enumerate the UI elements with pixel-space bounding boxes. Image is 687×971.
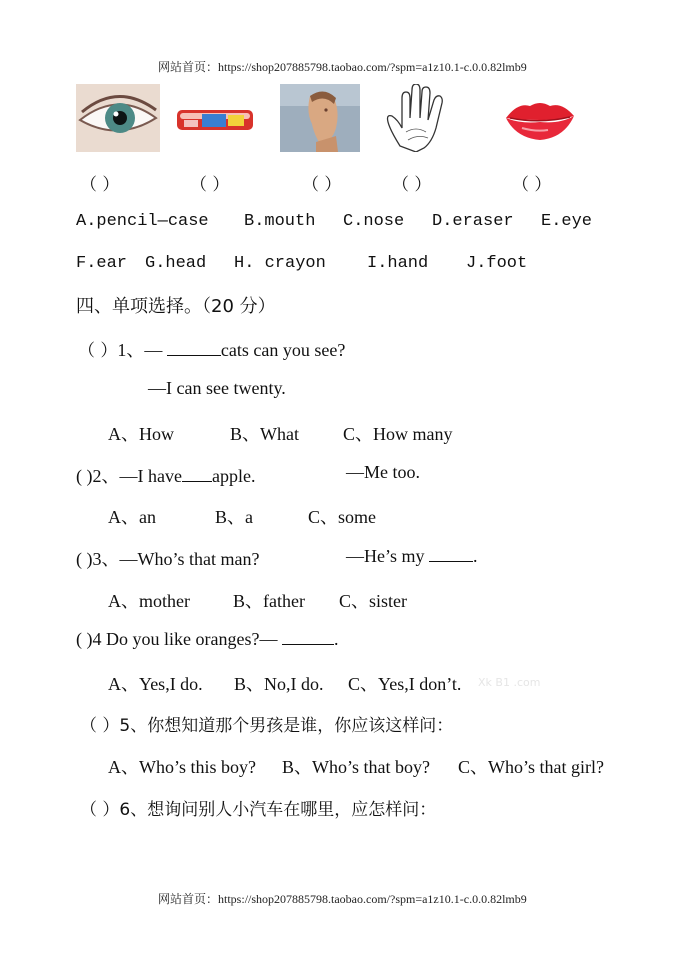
picture-answer-blank-4[interactable]: （ ） [392,175,432,195]
q5-text: 5、你想知道那个男孩是谁，你应该这样问： [119,716,454,736]
q3-option-b: B、father [233,591,305,611]
head-picture [280,84,360,152]
q2-rest: apple. [211,466,256,486]
q2-reply: —Me too. [346,462,420,482]
q2-option-c: C、some [308,507,377,527]
question-2 [76,462,255,488]
q4-lead: 4 Do you like oranges?— [92,629,278,649]
q2-option-b: B、a [215,507,253,527]
q4-option-a: A、Yes,I do. [108,674,203,694]
eye-picture [76,84,160,152]
word-option-c: C.nose [343,212,405,231]
q2-lead: 2、—I have [92,466,182,486]
word-option-h: H. crayon [234,254,326,273]
word-option-f: F.ear [76,254,128,273]
question-5 [80,711,453,736]
picture-answer-blank-2[interactable]: （ ） [190,175,230,195]
page-footer [158,890,527,907]
word-option-d: D.eraser [432,212,514,231]
q4-option-b: B、No,I do. [234,674,324,694]
q5-option-a: A、Who’s this boy? [108,757,256,777]
q3-option-a: A、mother [108,591,190,611]
q3-reply: —He’s my [346,546,425,566]
page-header [158,58,527,75]
q2-fill-blank[interactable] [182,465,212,482]
pencil-case-picture [174,84,256,152]
q4-end: . [333,629,339,649]
q1-fill-blank[interactable] [167,339,221,356]
footer-label: 网站首页： [158,892,219,906]
q1-option-b: B、What [230,424,299,444]
q5-option-b: B、Who’s that boy? [282,757,430,777]
picture-answer-blank-1[interactable]: （ ） [80,175,120,195]
q1-answer-line: —I can see twenty. [148,378,286,398]
q6-answer-blank[interactable]: （ ） [80,800,120,820]
q4-fill-blank[interactable] [282,628,334,645]
q3-fill-blank[interactable] [429,545,473,562]
q4-option-c: C、Yes,I don’t. [348,674,462,694]
q3-reply-line [346,545,478,567]
picture-answer-blank-3[interactable]: （ ） [302,175,342,195]
mouth-picture [500,84,580,152]
q3-option-c: C、sister [339,591,408,611]
question-6 [80,795,436,820]
header-label: 网站首页： [158,60,219,74]
hand-picture [380,84,460,152]
question-4 [76,628,338,650]
picture-answer-blank-5[interactable]: （ ） [512,175,552,195]
word-option-g: G.head [145,254,207,273]
footer-url: https://shop207885798.taobao.com/?spm=a1z10.1-c.0.0.82lmb9 [218,892,527,906]
q1-rest: cats can you see? [220,340,346,360]
word-option-i: I.hand [367,254,429,273]
q3-answer-blank[interactable]: ( ) [76,549,93,569]
q4-answer-blank[interactable]: ( ) [76,629,93,649]
q5-answer-blank[interactable]: （ ） [80,716,120,736]
q1-lead: 1、— [117,340,167,360]
faint-watermark: Xk B1 .com [478,676,541,689]
q3-end: . [473,546,478,566]
q1-option-c: C、How many [343,424,453,444]
section-title: 四、单项选择。（20 分） [76,296,276,317]
word-option-e: E.eye [541,212,593,231]
q1-answer-blank[interactable]: （ ） [78,341,118,361]
q3-lead: 3、—Who’s that man? [92,549,260,569]
question-3 [76,545,259,571]
question-1 [78,336,345,362]
word-option-b: B.mouth [244,212,316,231]
q6-text: 6、想询问别人小汽车在哪里，应怎样问： [119,800,437,820]
word-option-j: J.foot [466,254,528,273]
word-option-a: A.pencil—case [76,212,209,231]
header-url: https://shop207885798.taobao.com/?spm=a1z10.1-c.0.0.82lmb9 [218,60,527,74]
q2-answer-blank[interactable]: ( ) [76,466,93,486]
q1-option-a: A、How [108,424,174,444]
q2-option-a: A、an [108,507,156,527]
q5-option-c: C、Who’s that girl? [458,757,604,777]
